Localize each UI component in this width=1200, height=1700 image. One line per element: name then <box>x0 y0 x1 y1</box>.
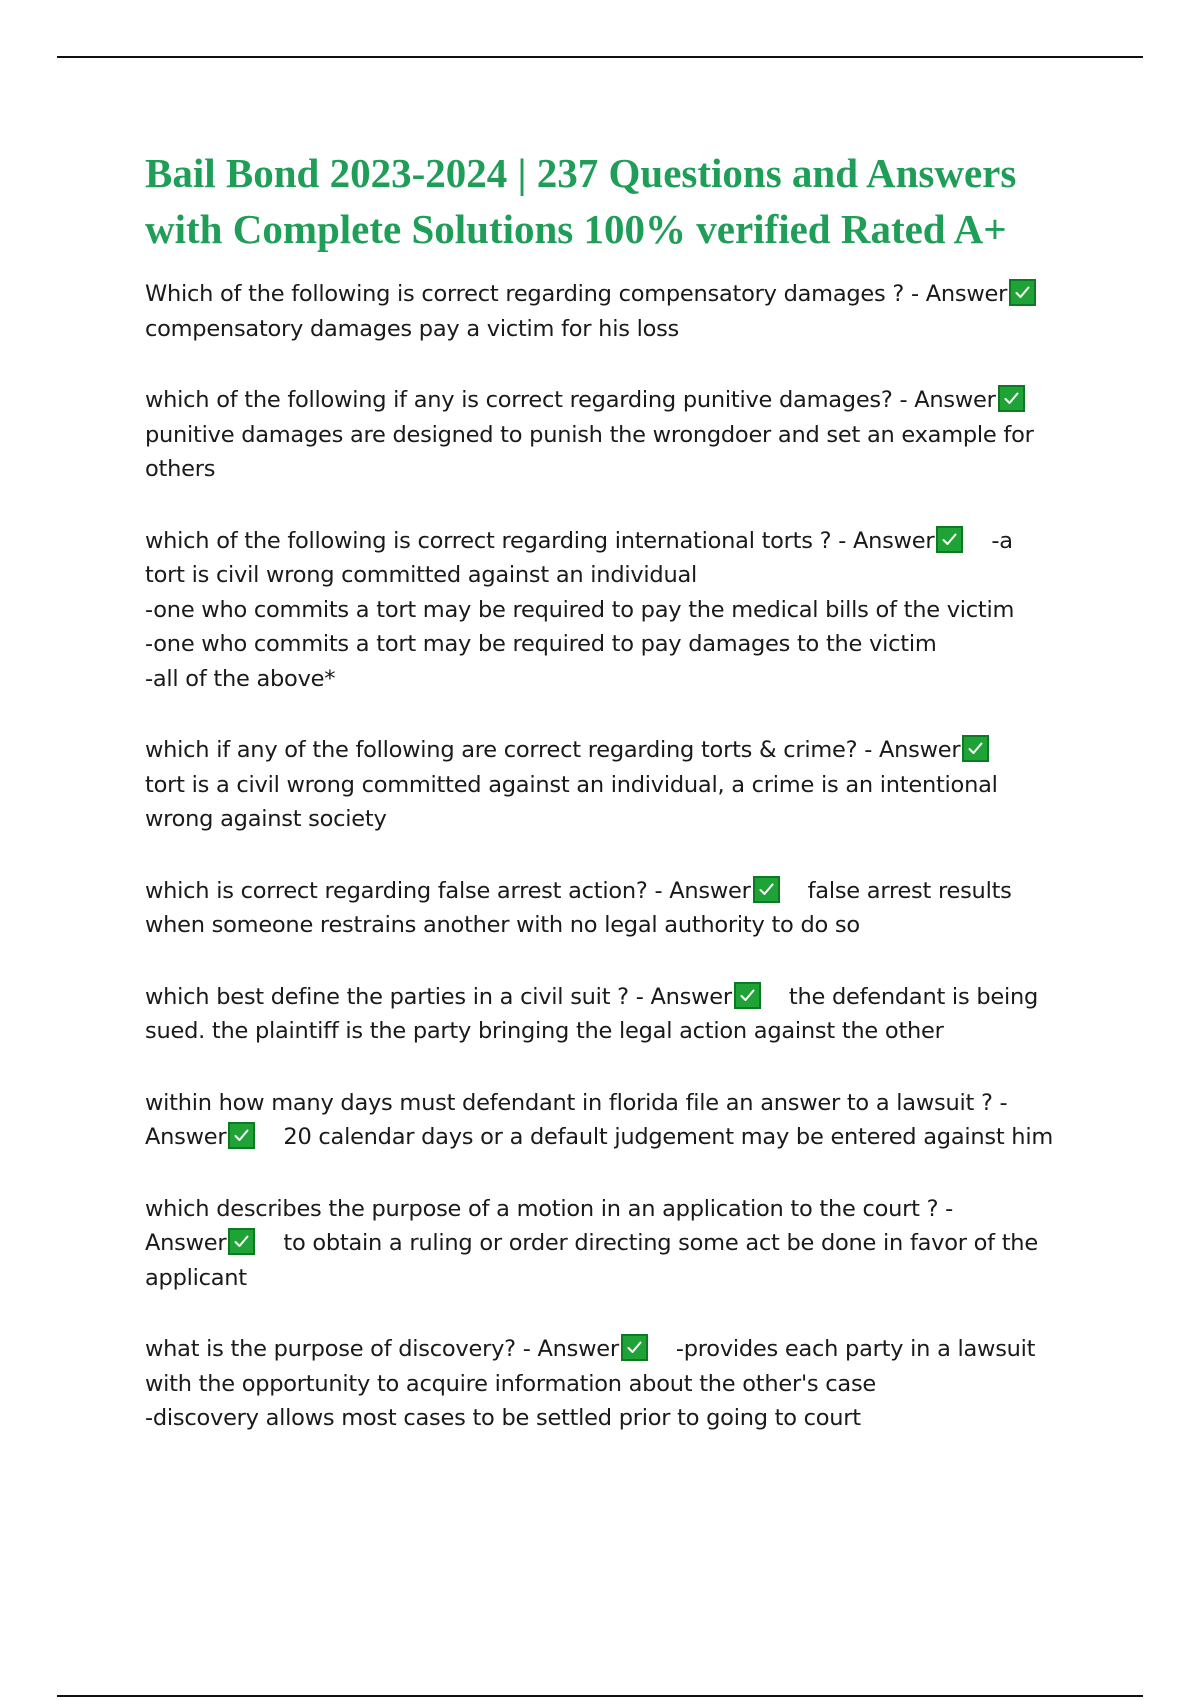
qa-text: -one who commits a tort may be required to pay the medical bills of the victim <box>145 596 1015 623</box>
qa-line <box>145 768 1095 803</box>
qa-item <box>145 980 1095 1049</box>
answer-text: -provides each party in a lawsuit <box>675 1336 1036 1362</box>
qa-text: within how many days must defendant in florida file an answer to a lawsuit ? - <box>145 1089 1008 1116</box>
qa-list <box>145 277 1095 1436</box>
qa-text: compensatory damages pay a victim for his loss <box>145 315 680 342</box>
qa-text: punitive damages are designed to punish the wrongdoer and set an example for <box>145 421 1034 448</box>
check-box-icon <box>228 1228 255 1255</box>
qa-text: with the opportunity to acquire information about the other's case <box>145 1370 877 1397</box>
qa-line <box>145 1332 1095 1367</box>
qa-line <box>145 1120 1095 1155</box>
qa-text: tort is civil wrong committed against an individual <box>145 562 698 588</box>
qa-line <box>145 418 1095 453</box>
check-box-icon <box>621 1334 648 1361</box>
qa-item <box>145 524 1095 697</box>
qa-line <box>145 874 1095 909</box>
qa-text: what is the purpose of discovery? - Answer <box>145 1336 619 1362</box>
qa-line <box>145 558 1095 593</box>
qa-line <box>145 1401 1095 1436</box>
qa-text: which is correct regarding false arrest action? - Answer <box>145 877 751 904</box>
document-title: Bail Bond 2023-2024 | 237 Questions and Answers with Complete Solutions 100% verified Rated A+ <box>145 150 1017 252</box>
answer-text: the defendant is being <box>788 983 1038 1010</box>
qa-line <box>145 1192 1095 1227</box>
top-divider <box>57 56 1143 58</box>
check-box-icon <box>753 876 780 903</box>
qa-text: Answer <box>145 1230 227 1256</box>
qa-text: applicant <box>145 1264 247 1291</box>
qa-item <box>145 1086 1095 1155</box>
qa-line <box>145 733 1095 768</box>
qa-line <box>145 662 1095 697</box>
qa-text: sued. the plaintiff is the party bringing the legal action against the other <box>145 1018 944 1044</box>
qa-text: -one who commits a tort may be required to pay damages to the victim <box>145 631 937 657</box>
qa-line <box>145 524 1095 559</box>
qa-item <box>145 383 1095 487</box>
qa-text: Answer <box>145 1124 227 1150</box>
check-box-icon <box>998 385 1025 412</box>
document-body <box>145 145 1095 1473</box>
qa-line <box>145 802 1095 837</box>
qa-line <box>145 980 1095 1015</box>
qa-text: which of the following is correct regarding international torts ? - Answer <box>145 527 935 554</box>
qa-text: -all of the above* <box>145 665 336 692</box>
answer-text: 20 calendar days or a default judgement may be entered against him <box>283 1124 1053 1150</box>
check-box-icon <box>228 1122 255 1149</box>
qa-text: Which of the following is correct regarding compensatory damages ? - Answer <box>145 281 1008 307</box>
qa-text: wrong against society <box>145 806 387 832</box>
bottom-divider <box>57 1695 1143 1697</box>
check-box-icon <box>936 526 963 553</box>
qa-text: tort is a civil wrong committed against an individual, a crime is an intentional <box>145 771 998 798</box>
check-box-icon <box>1009 279 1036 306</box>
qa-text: -discovery allows most cases to be settled prior to going to court <box>145 1405 861 1431</box>
qa-line <box>145 627 1095 662</box>
qa-item <box>145 1332 1095 1436</box>
qa-line <box>145 908 1095 943</box>
qa-text: which of the following if any is correct regarding punitive damages? - Answer <box>145 387 996 413</box>
qa-line <box>145 1261 1095 1296</box>
qa-item <box>145 277 1095 346</box>
qa-line <box>145 1367 1095 1402</box>
qa-line <box>145 383 1095 418</box>
qa-item <box>145 733 1095 837</box>
answer-text: to obtain a ruling or order directing some act be done in favor of the <box>283 1230 1038 1256</box>
qa-line <box>145 452 1095 487</box>
check-box-icon <box>734 982 761 1009</box>
qa-line <box>145 1014 1095 1049</box>
qa-text: when someone restrains another with no legal authority to do so <box>145 912 860 938</box>
answer-text: false arrest results <box>807 877 1012 904</box>
qa-line <box>145 312 1095 347</box>
check-box-icon <box>962 735 989 762</box>
qa-line <box>145 1226 1095 1261</box>
qa-line <box>145 593 1095 628</box>
qa-text: which describes the purpose of a motion in an application to the court ? - <box>145 1195 954 1222</box>
qa-text: which if any of the following are correct regarding torts & crime? - Answer <box>145 737 961 763</box>
qa-line <box>145 1086 1095 1121</box>
qa-text: which best define the parties in a civil suit ? - Answer <box>145 983 732 1010</box>
answer-text: -a <box>991 527 1013 554</box>
qa-item <box>145 1192 1095 1296</box>
qa-line <box>145 277 1095 312</box>
qa-item <box>145 874 1095 943</box>
qa-text: others <box>145 456 216 482</box>
